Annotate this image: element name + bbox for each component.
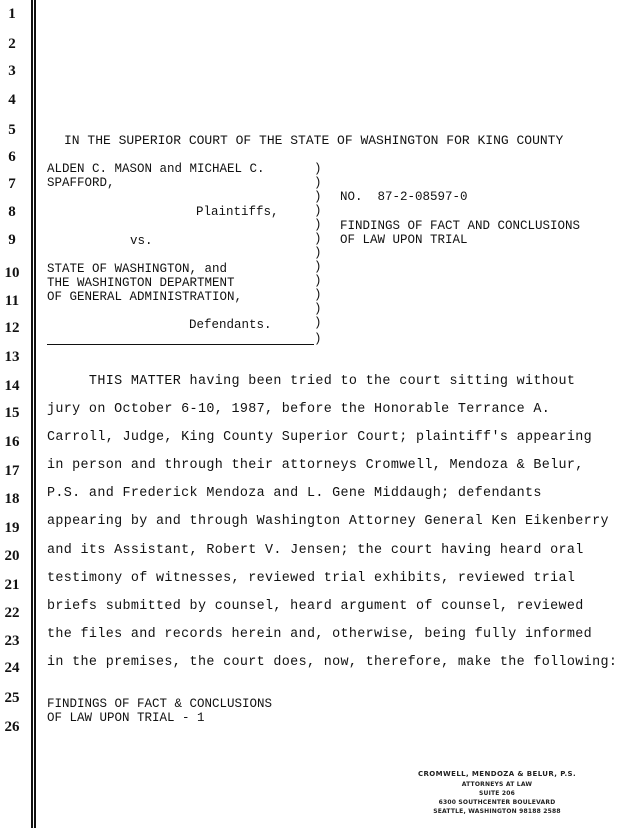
line-number: 17 <box>4 463 20 479</box>
line-number-gutter <box>0 0 33 828</box>
case-number: NO. 87-2-08597-0 <box>340 190 468 204</box>
body-text-line: THIS MATTER having been tried to the court sitting without <box>47 374 576 389</box>
line-number: 8 <box>8 204 16 220</box>
firm-name: CROMWELL, MENDOZA & BELUR, P.S. <box>417 770 577 778</box>
line-number: 7 <box>8 176 16 192</box>
caption-divider <box>47 344 314 345</box>
line-number: 6 <box>8 149 16 165</box>
plaintiff-name: SPAFFORD, <box>47 176 115 190</box>
line-number: 2 <box>8 36 16 52</box>
line-number: 16 <box>4 434 20 450</box>
line-number: 10 <box>4 265 20 281</box>
line-number: 14 <box>4 378 20 394</box>
line-number: 24 <box>4 660 20 676</box>
body-text-line: jury on October 6-10, 1987, before the Honorable Terrance A. <box>47 402 551 417</box>
caption-paren: ) <box>314 176 322 190</box>
body-text-line: testimony of witnesses, reviewed trial exhibits, reviewed trial <box>47 571 576 586</box>
body-text-line: in the premises, the court does, now, therefore, make the following: <box>47 655 618 670</box>
caption-paren: ) <box>314 246 322 260</box>
line-number: 15 <box>4 405 20 421</box>
defendant-name: THE WASHINGTON DEPARTMENT <box>47 276 235 290</box>
line-number: 22 <box>4 605 20 621</box>
body-text-line: Carroll, Judge, King County Superior Court; plaintiff's appearing <box>47 430 593 445</box>
caption-paren: ) <box>314 316 322 330</box>
firm-detail: ATTORNEYS AT LAW <box>461 781 533 788</box>
caption-paren: ) <box>314 260 322 274</box>
caption-paren: ) <box>314 204 322 218</box>
firm-detail: SUITE 206 <box>478 790 516 797</box>
line-number: 26 <box>4 719 20 735</box>
body-text-line: briefs submitted by counsel, heard argument of counsel, reviewed <box>47 599 584 614</box>
line-number: 23 <box>4 633 20 649</box>
line-number: 9 <box>8 232 16 248</box>
line-number: 3 <box>8 63 16 79</box>
line-number: 5 <box>8 122 16 138</box>
caption-paren: ) <box>314 162 322 176</box>
caption-paren: ) <box>314 302 322 316</box>
caption-paren: ) <box>314 332 322 346</box>
body-text-line: appearing by and through Washington Attorney General Ken Eikenberry <box>47 514 609 529</box>
defendant-name: OF GENERAL ADMINISTRATION, <box>47 290 243 304</box>
line-number: 12 <box>4 320 20 336</box>
line-number: 25 <box>4 690 20 706</box>
line-number: 1 <box>8 6 16 22</box>
line-number: 13 <box>4 349 20 365</box>
line-number: 4 <box>8 92 16 108</box>
body-text-line: in person and through their attorneys Cromwell, Mendoza & Belur, <box>47 458 584 473</box>
line-number: 20 <box>4 548 20 564</box>
defendants-label: Defendants. <box>189 318 272 332</box>
caption-paren: ) <box>314 288 322 302</box>
caption-paren: ) <box>314 190 322 204</box>
body-text-line: P.S. and Frederick Mendoza and L. Gene Middaugh; defendants <box>47 486 542 501</box>
firm-address: SEATTLE, WASHINGTON 98188 2588 <box>433 808 561 815</box>
document-title: OF LAW UPON TRIAL <box>340 233 468 247</box>
footer-title: OF LAW UPON TRIAL - 1 <box>47 711 205 725</box>
line-number: 19 <box>4 520 20 536</box>
defendant-name: STATE OF WASHINGTON, and <box>47 262 228 276</box>
line-number: 11 <box>4 293 20 309</box>
line-number: 21 <box>4 577 20 593</box>
line-number: 18 <box>4 491 20 507</box>
margin-rule <box>31 0 33 828</box>
footer-title: FINDINGS OF FACT & CONCLUSIONS <box>47 697 273 711</box>
versus-label: vs. <box>130 234 153 248</box>
body-text-line: and its Assistant, Robert V. Jensen; the court having heard oral <box>47 543 584 558</box>
margin-rule <box>34 0 36 828</box>
caption-paren: ) <box>314 274 322 288</box>
plaintiffs-label: Plaintiffs, <box>196 205 279 219</box>
firm-address: 6300 SOUTHCENTER BOULEVARD <box>438 799 556 806</box>
caption-paren: ) <box>314 232 322 246</box>
court-heading: IN THE SUPERIOR COURT OF THE STATE OF WASHINGTON FOR KING COUNTY <box>64 133 564 148</box>
document-title: FINDINGS OF FACT AND CONCLUSIONS <box>340 219 581 233</box>
body-text-line: the files and records herein and, otherwise, being fully informed <box>47 627 593 642</box>
plaintiff-name: ALDEN C. MASON and MICHAEL C. <box>47 162 265 176</box>
caption-paren: ) <box>314 218 322 232</box>
